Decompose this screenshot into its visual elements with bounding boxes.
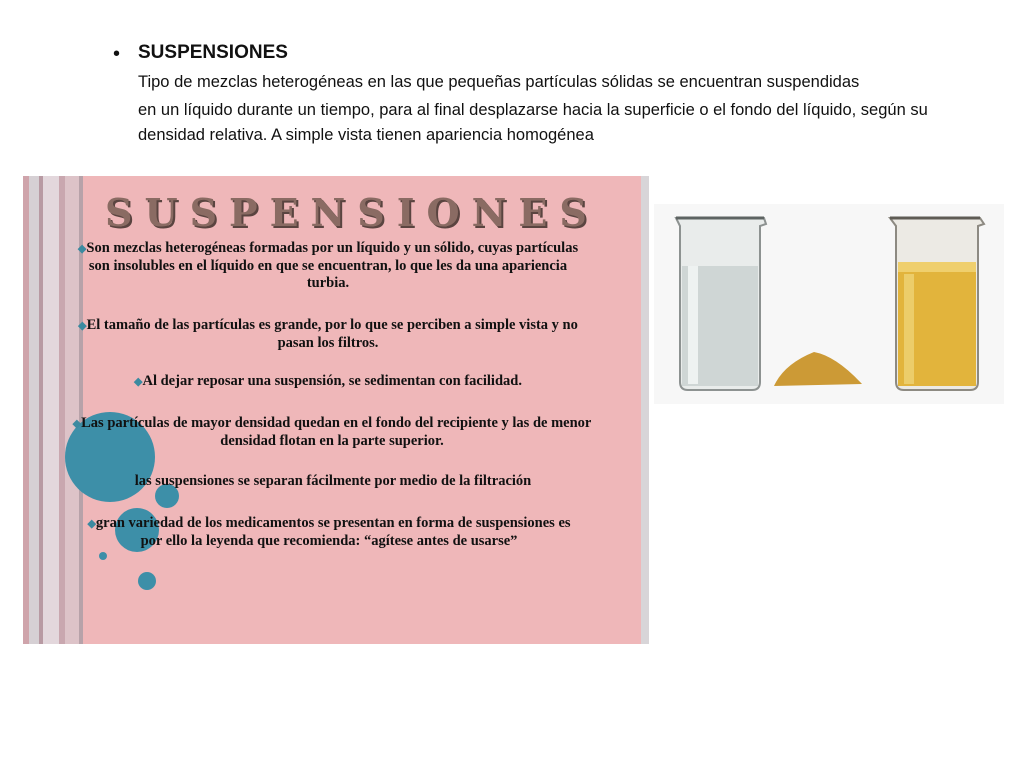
paragraph-line-2: en un líquido durante un tiempo, para al final desplazarse hacia la superficie o el fondo del líquido, según su [138, 101, 928, 119]
paragraph-line-1: Tipo de mezclas heterogéneas en las que pequeñas partículas sólidas se encuentran suspendidas [138, 73, 860, 91]
decor-circle [138, 572, 156, 590]
slide-item: ◆Al dejar reposar una suspensión, se sedimentan con facilidad. [134, 373, 522, 389]
slide-item: ◆Son mezclas heterogéneas formadas por un líquido y un sólido, cuyas partículas son insolubles en el líquido en que se encuentran, lo que les da una apariencia turbia. [77, 240, 579, 291]
diamond-bullet-icon: ◆ [87, 518, 96, 530]
slide-item: las suspensiones se separan fácilmente por medio de la filtración [134, 473, 532, 489]
diamond-bullet-icon: ◆ [134, 376, 143, 388]
decor-circle [99, 552, 107, 560]
beaker-suspension-icon [890, 218, 984, 390]
beakers-photo [654, 204, 1004, 404]
slide-stripe [29, 176, 39, 644]
diamond-bullet-icon: ◆ [77, 243, 87, 255]
suspensiones-slide-image [23, 176, 649, 644]
slide-stripe [641, 176, 649, 644]
slide-item: ◆gran variedad de los medicamentos se presentan en forma de suspensiones es por ello la leyenda que recomienda: “agítese antes de usarse” [87, 515, 571, 549]
beaker-clear-icon [676, 218, 766, 390]
slide-item: ◆Las partículas de mayor densidad quedan en el fondo del recipiente y las de menor densidad flotan en la parte superior. [72, 415, 592, 449]
diamond-bullet-icon: ◆ [72, 418, 82, 430]
paragraph-line-3: densidad relativa. A simple vista tienen apariencia homogénea [138, 126, 594, 144]
diamond-bullet-icon: ◆ [78, 320, 87, 332]
section-heading: SUSPENSIONES [138, 42, 288, 63]
bullet-dot: • [113, 43, 121, 65]
slide-stripe [43, 176, 59, 644]
slide-title: SUSPENSIONES [105, 190, 599, 235]
slide-item: ◆El tamaño de las partículas es grande, por lo que se perciben a simple vista y no pasan los filtros. [78, 317, 578, 351]
